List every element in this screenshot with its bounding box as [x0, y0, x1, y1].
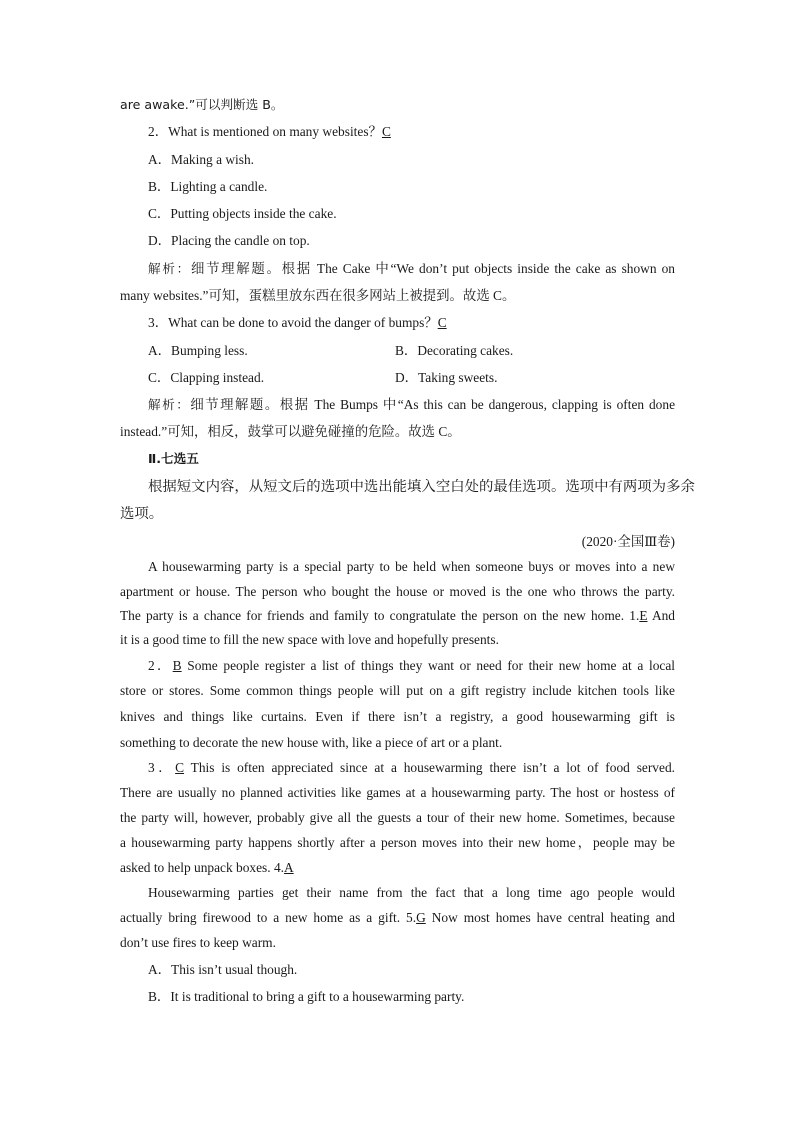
blank-answer: G: [416, 910, 426, 925]
analysis-label: 解析：: [148, 397, 191, 412]
passage-text: actually bring firewood to a new home as a gift. 5.: [120, 910, 417, 925]
passage-line: [148, 657, 675, 675]
passage-text: The party is a chance for friends and family to congratulate the person on the new home. 1.: [120, 608, 640, 623]
analysis-line: instead.”可知，相反，鼓掌可以避免碰撞的危险。故选 C。: [120, 424, 461, 439]
blank-number: 2．: [148, 658, 173, 673]
section-instruction: 选项。: [120, 506, 164, 522]
question-2-stem: [148, 123, 675, 141]
option: C．Clapping instead.: [148, 370, 265, 385]
blank-answer: A: [284, 860, 294, 875]
passage-line: the party will, however, probably give all the guests a tour of their new home. Sometimes, because: [120, 810, 675, 825]
answer-mark: C: [381, 124, 391, 139]
analysis-line: many websites.”可知，蛋糕里放东西在很多网站上被提到。故选 C。: [120, 288, 516, 303]
analysis-line: [148, 396, 675, 414]
question-text: 2．What is mentioned on many websites？: [148, 124, 382, 139]
blank-answer: C: [175, 760, 185, 775]
passage-text: This is often appreciated since at a housewarming there isn’t a lot of food served.: [184, 760, 675, 775]
passage-text: Some people register a list of things they want or need for their new home at a local: [181, 658, 675, 673]
choice-option: B．It is traditional to bring a gift to a housewarming party.: [148, 989, 465, 1004]
blank-answer: B: [172, 658, 182, 673]
option: C．Putting objects inside the cake.: [148, 206, 337, 221]
passage-line: [120, 607, 675, 625]
analysis-text: 细节理解题。根据 The Bumps 中“As this can be dangerous, clapping is often done: [190, 397, 676, 412]
passage-line: [148, 759, 675, 777]
option: D．Placing the candle on top.: [148, 233, 310, 248]
question-text: 3．What can be done to avoid the danger of bumps？: [148, 315, 438, 330]
passage-line: don’t use fires to keep warm.: [120, 935, 276, 950]
passage-line: [120, 859, 675, 877]
passage-line: [120, 909, 675, 927]
section-heading: Ⅱ.七选五: [148, 451, 199, 466]
passage-line: something to decorate the new house with, like a piece of art or a plant.: [120, 735, 503, 750]
option: A．Making a wish.: [148, 152, 255, 167]
passage-line: Housewarming parties get their name from the fact that a long time ago people would: [148, 885, 675, 900]
passage-text: And: [647, 608, 675, 623]
option: A．Bumping less.: [148, 343, 248, 358]
answer-mark: C: [437, 315, 447, 330]
passage-text: asked to help unpack boxes. 4.: [120, 860, 284, 875]
passage-line: it is a good time to fill the new space with love and hopefully presents.: [120, 632, 499, 647]
passage-line: apartment or house. The person who bought the house or moved is the one who throws the party.: [120, 584, 675, 599]
previous-answer-tail: are awake.”可以判断选 B。: [120, 97, 284, 112]
blank-number: 3．: [148, 760, 176, 775]
option: B．Decorating cakes.: [395, 343, 514, 358]
choice-option: A．This isn’t usual though.: [148, 962, 298, 977]
passage-line: a housewarming party happens shortly after a person moves into their new home，people may be: [120, 835, 675, 850]
blank-answer: E: [639, 608, 648, 623]
question-3-stem: [148, 314, 675, 332]
passage-line: knives and things like curtains. Even if there isn’t a registry, a good housewarming gift is: [120, 709, 675, 724]
analysis-label: 解析：: [148, 261, 191, 276]
option: D．Taking sweets.: [395, 370, 498, 385]
source-note: (2020·全国Ⅲ卷): [581, 534, 675, 549]
section-instruction: 根据短文内容，从短文后的选项中选出能填入空白处的最佳选项。选项中有两项为多余: [148, 479, 695, 495]
passage-line: A housewarming party is a special party to be held when someone buys or moves into a new: [148, 559, 675, 574]
passage-line: There are usually no planned activities like games at a housewarming party. The host or hostess of: [120, 785, 675, 800]
analysis-text: 细节理解题。根据 The Cake 中“We don’t put objects inside the cake as shown on: [190, 261, 676, 276]
passage-line: store or stores. Some common things people will put on a gift registry include kitchen tools like: [120, 683, 675, 698]
passage-text: Now most homes have central heating and: [425, 910, 675, 925]
analysis-line: [148, 260, 675, 278]
option: B．Lighting a candle.: [148, 179, 268, 194]
